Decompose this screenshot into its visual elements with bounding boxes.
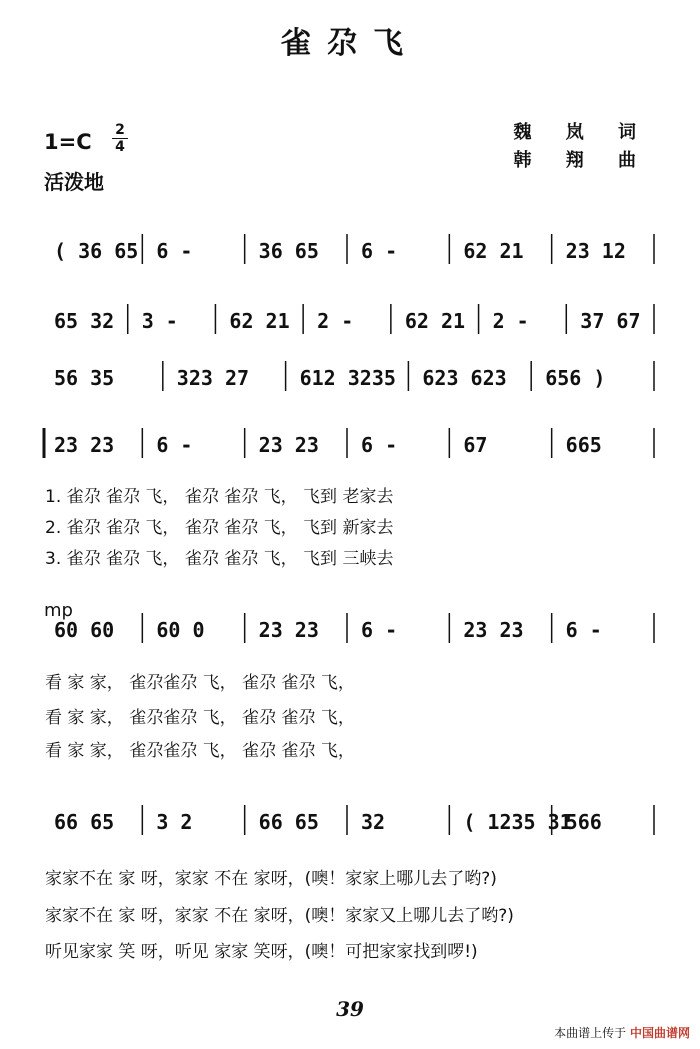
measure-notes: 23 23 <box>258 433 319 457</box>
time-sig-bottom: 4 <box>112 138 128 155</box>
measure-notes: 656 ) <box>545 366 606 390</box>
page-number: 39 <box>336 997 364 1021</box>
measure-notes: 665 <box>565 433 602 457</box>
measure-notes: 62 21 <box>229 309 290 333</box>
measure-notes: 623 623 <box>422 366 507 390</box>
measure-notes: 323 27 <box>176 366 250 390</box>
measure-notes: 36 65 <box>258 239 319 263</box>
lyric-line-3-1: 家家不在 家 呀，家家 不在 家呀，(噢！家家上哪儿去了哟?) <box>45 869 497 889</box>
lyric-line-2-1: 看 家 家， 雀尕雀尕 飞， 雀尕 雀尕 飞， <box>45 673 355 693</box>
composer-credit: 韩 翔 曲 <box>513 150 650 171</box>
measure-notes: 60 60 <box>54 618 115 642</box>
footer-credit <box>554 1024 690 1041</box>
lyric-line-1-3: 3. 雀尕 雀尕 飞， 雀尕 雀尕 飞， 飞到 三峡去 <box>45 549 394 569</box>
measure-notes: 23 23 <box>463 618 524 642</box>
lyric-line-2-2: 看 家 家， 雀尕雀尕 飞， 雀尕 雀尕 飞， <box>45 708 355 728</box>
key-signature: 1=C <box>44 130 92 154</box>
lyric-line-3-2: 家家不在 家 呀，家家 不在 家呀，(噢！家家又上哪儿去了哟?) <box>45 906 514 926</box>
lyric-line-3-3: 听见家家 笑 呀，听见 家家 笑呀，(噢！可把家家找到啰!) <box>45 942 478 962</box>
measure-notes: 23 23 <box>258 618 319 642</box>
measure-notes: 612 3235 <box>299 366 396 390</box>
dynamics-mp: mp <box>44 600 73 621</box>
measure-notes: 66 65 <box>258 810 319 834</box>
measure-notes: ( 36 65 <box>54 239 139 263</box>
measure-notes: 6 - <box>156 239 193 263</box>
measure-notes: 56 35 <box>54 366 115 390</box>
measure-notes: 23 23 <box>54 433 115 457</box>
measure-notes: 62 21 <box>404 309 466 333</box>
measure-notes: 67 <box>463 433 488 457</box>
measure-notes: 62 21 <box>463 239 524 263</box>
measure-notes: 2 - <box>492 309 529 333</box>
footer-text: 本曲谱上传于 <box>554 1026 627 1040</box>
measure-notes: 65 32 <box>54 309 115 333</box>
measure-notes: 3 - <box>141 309 178 333</box>
time-sig-top: 2 <box>115 122 125 138</box>
measure-notes: 2 - <box>317 309 354 333</box>
song-title: 雀尕飞 <box>281 26 419 61</box>
measure-notes: 37 67 <box>580 309 641 333</box>
measure-notes: 6 - <box>565 618 602 642</box>
lyric-line-1-2: 2. 雀尕 雀尕 飞， 雀尕 雀尕 飞， 飞到 新家去 <box>45 518 394 538</box>
lyric-line-2-3: 看 家 家， 雀尕雀尕 飞， 雀尕 雀尕 飞， <box>45 741 355 761</box>
lyricist-credit: 魏 岚 词 <box>513 122 650 143</box>
measure-notes: 6 - <box>156 433 193 457</box>
measure-notes: 6 - <box>361 239 398 263</box>
measure-notes: 6 - <box>361 433 398 457</box>
measure-notes: 566 <box>565 810 602 834</box>
measure-notes: 60 0 <box>156 618 205 642</box>
measure-notes: 6 - <box>361 618 398 642</box>
measure-notes: ( 1235 31 <box>463 810 572 834</box>
tempo-marking: 活泼地 <box>44 170 104 194</box>
measure-notes: 66 65 <box>54 810 115 834</box>
site-logo: 中国曲谱网 <box>629 1026 690 1040</box>
measure-notes: 3 2 <box>156 810 193 834</box>
lyric-line-1-1: 1. 雀尕 雀尕 飞， 雀尕 雀尕 飞， 飞到 老家去 <box>45 487 394 507</box>
measure-notes: 32 <box>361 810 386 834</box>
measure-notes: 23 12 <box>565 239 626 263</box>
